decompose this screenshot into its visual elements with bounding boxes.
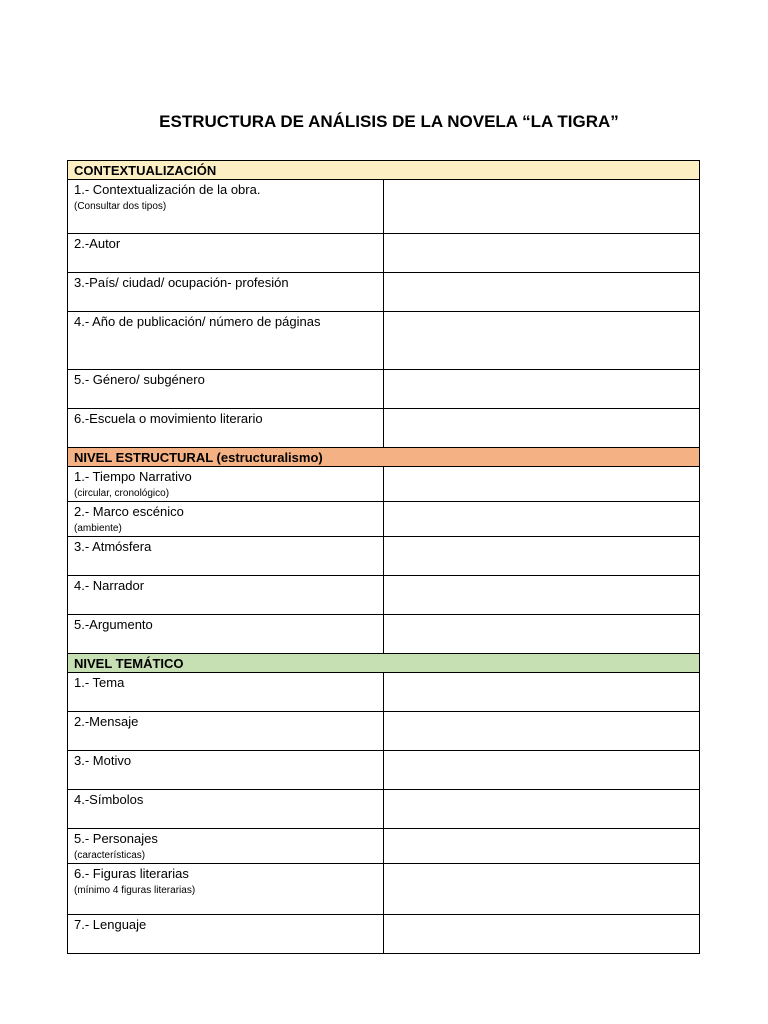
answer-cell[interactable] <box>384 312 700 370</box>
section-header-nivel-estructural <box>68 448 700 467</box>
row-label: 3.-País/ ciudad/ ocupación- profesión <box>74 275 289 290</box>
row-label: 1.- Tiempo Narrativo <box>74 469 192 484</box>
row-label: 3.- Atmósfera <box>74 539 152 554</box>
answer-cell[interactable] <box>384 576 700 615</box>
answer-cell[interactable] <box>384 673 700 712</box>
document-title: ESTRUCTURA DE ANÁLISIS DE LA NOVELA “LA TIGRA” <box>159 112 619 131</box>
row-label: 5.-Argumento <box>74 617 153 632</box>
table-row <box>68 712 700 751</box>
row-label: 6.- Figuras literarias <box>74 866 189 881</box>
row-label-cell <box>68 467 384 502</box>
row-label: 1.- Contextualización de la obra. <box>74 182 261 197</box>
answer-cell[interactable] <box>384 180 700 234</box>
row-label-cell <box>68 751 384 790</box>
table-row <box>68 829 700 864</box>
section-header-nivel-tematico <box>68 654 700 673</box>
table-row <box>68 312 700 370</box>
table-row <box>68 790 700 829</box>
table-row <box>68 234 700 273</box>
row-label: 1.- Tema <box>74 675 125 690</box>
answer-cell[interactable] <box>384 467 700 502</box>
row-label-cell <box>68 180 384 234</box>
table-row <box>68 864 700 915</box>
section-header-contextualizacion <box>68 161 700 180</box>
table-row <box>68 502 700 537</box>
row-label: 4.- Narrador <box>74 578 145 593</box>
answer-cell[interactable] <box>384 502 700 537</box>
answer-cell[interactable] <box>384 864 700 915</box>
answer-cell[interactable] <box>384 751 700 790</box>
answer-cell[interactable] <box>384 829 700 864</box>
row-label: 2.- Marco escénico <box>74 504 184 519</box>
row-label: 2.-Mensaje <box>74 714 139 729</box>
row-label: 5.- Personajes <box>74 831 158 846</box>
row-label-cell <box>68 502 384 537</box>
answer-cell[interactable] <box>384 537 700 576</box>
table-row <box>68 615 700 654</box>
row-label-cell <box>68 673 384 712</box>
row-label-cell <box>68 712 384 751</box>
row-label-cell <box>68 829 384 864</box>
table-row <box>68 915 700 954</box>
row-label-cell <box>68 409 384 448</box>
answer-cell[interactable] <box>384 370 700 409</box>
answer-cell[interactable] <box>384 790 700 829</box>
row-note: (circular, cronológico) <box>74 488 170 499</box>
row-label-cell <box>68 234 384 273</box>
table-row <box>68 673 700 712</box>
row-label-cell <box>68 537 384 576</box>
row-label: 4.-Símbolos <box>74 792 144 807</box>
analysis-table <box>67 160 700 954</box>
row-label-cell <box>68 790 384 829</box>
row-note: (Consultar dos tipos) <box>74 201 167 212</box>
row-note: (ambiente) <box>74 523 122 534</box>
answer-cell[interactable] <box>384 409 700 448</box>
table-row <box>68 180 700 234</box>
answer-cell[interactable] <box>384 915 700 954</box>
row-label: 4.- Año de publicación/ número de páginas <box>74 314 321 329</box>
table-row <box>68 467 700 502</box>
row-label-cell <box>68 864 384 915</box>
row-label: 5.- Género/ subgénero <box>74 372 205 387</box>
table-row <box>68 370 700 409</box>
section-heading: CONTEXTUALIZACIÓN <box>68 161 700 180</box>
answer-cell[interactable] <box>384 273 700 312</box>
row-label: 6.-Escuela o movimiento literario <box>74 411 263 426</box>
row-note: (características) <box>74 850 146 861</box>
row-label-cell <box>68 615 384 654</box>
row-label: 7.- Lenguaje <box>74 917 147 932</box>
table-row <box>68 751 700 790</box>
table-row <box>68 409 700 448</box>
table-row <box>68 273 700 312</box>
row-note: (mínimo 4 figuras literarias) <box>74 885 196 896</box>
row-label: 2.-Autor <box>74 236 121 251</box>
section-heading: NIVEL ESTRUCTURAL (estructuralismo) <box>68 448 700 467</box>
answer-cell[interactable] <box>384 615 700 654</box>
row-label-cell <box>68 915 384 954</box>
section-heading: NIVEL TEMÁTICO <box>68 654 700 673</box>
row-label: 3.- Motivo <box>74 753 132 768</box>
answer-cell[interactable] <box>384 234 700 273</box>
table-row <box>68 537 700 576</box>
row-label-cell <box>68 273 384 312</box>
row-label-cell <box>68 576 384 615</box>
answer-cell[interactable] <box>384 712 700 751</box>
table-row <box>68 576 700 615</box>
row-label-cell <box>68 312 384 370</box>
row-label-cell <box>68 370 384 409</box>
